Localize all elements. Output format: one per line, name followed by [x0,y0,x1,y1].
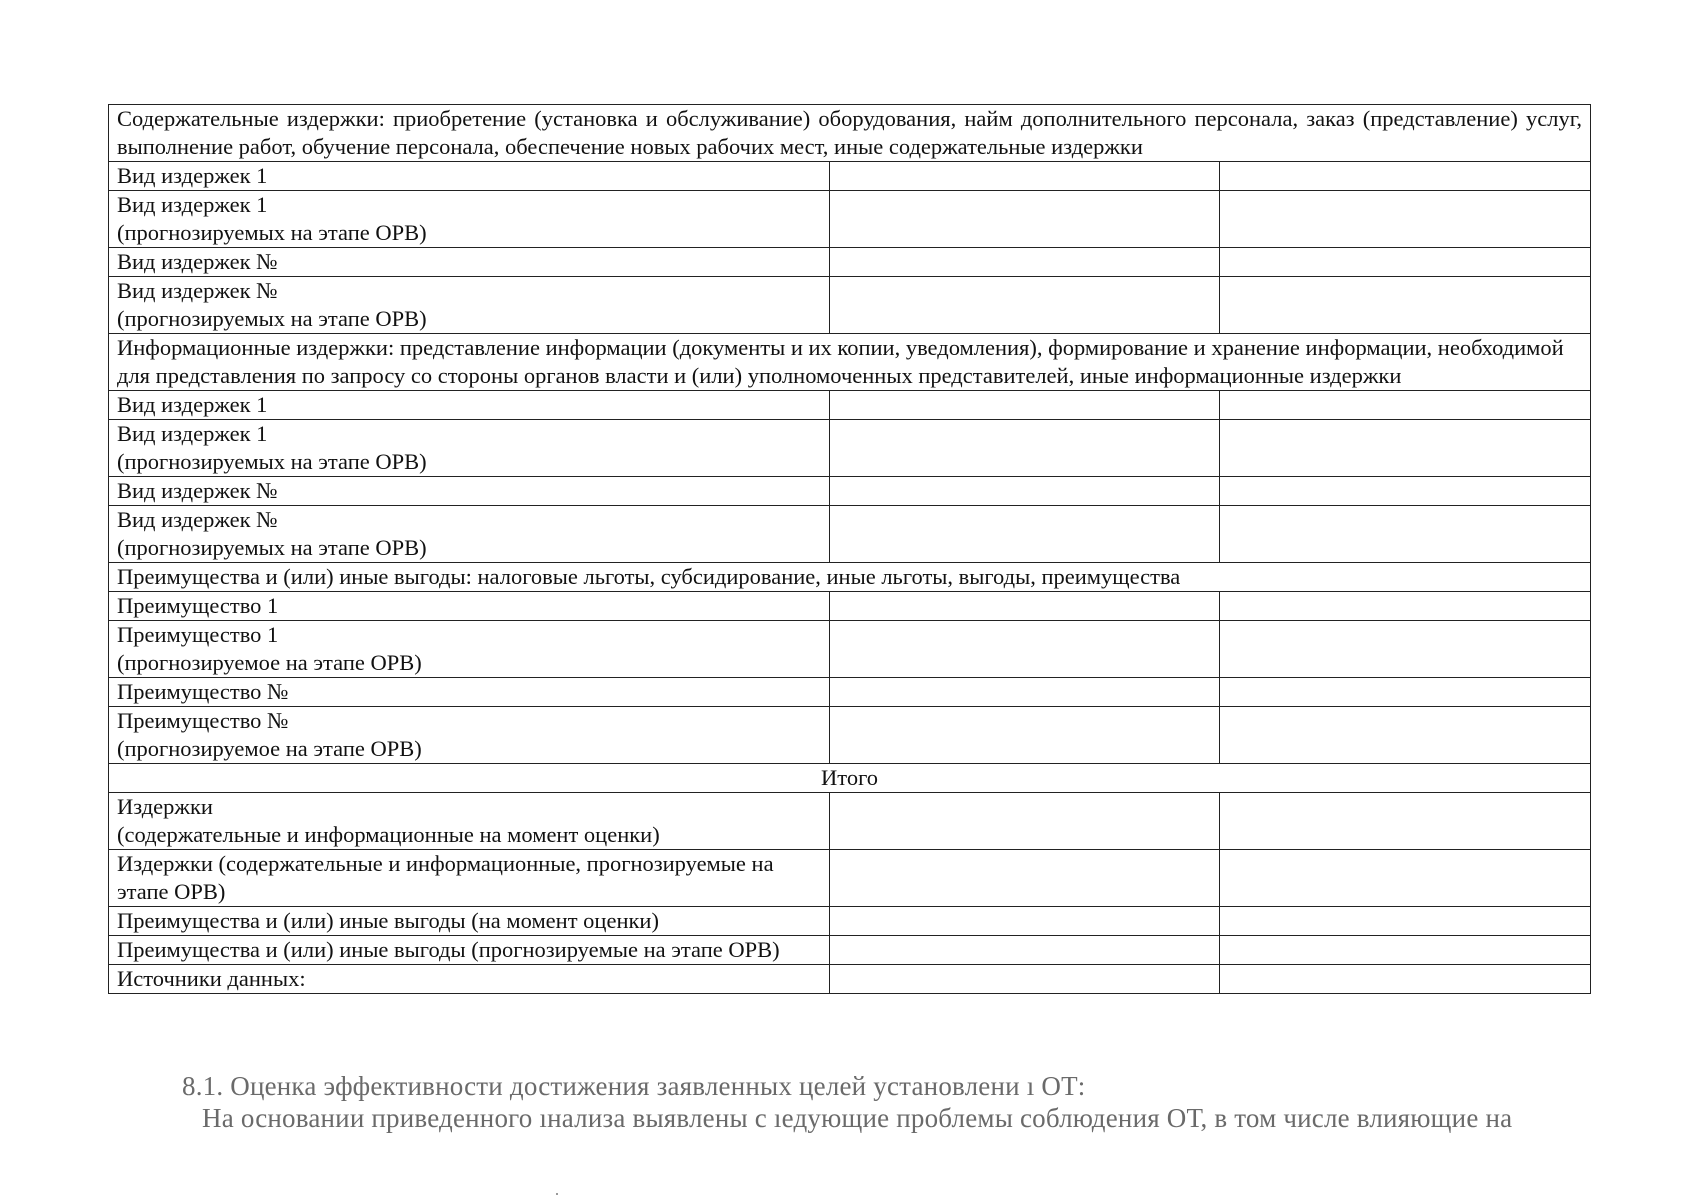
table-row [109,592,1591,621]
value-cell-current [830,191,1220,248]
row-label-cell: Преимущества и (или) иные выгоды (прогнозируемые на этапе ОРВ) [109,936,830,965]
row-label-cell: Преимущество № (прогнозируемое на этапе ОРВ) [109,707,830,764]
value-cell-current [830,850,1220,907]
section-header-cell: Итого [109,764,1591,793]
row-label-cell: Вид издержек № (прогнозируемых на этапе ОРВ) [109,277,830,334]
value-cell-current [830,420,1220,477]
row-label-cell: Вид издержек № (прогнозируемых на этапе ОРВ) [109,506,830,563]
section-header-cell: Преимущества и (или) иные выгоды: налоговые льготы, субсидирование, иные льготы, выгоды, преимущества [109,563,1591,592]
table-row [109,678,1591,707]
value-cell-forecast [1220,506,1591,563]
table-row [109,965,1591,994]
value-cell-current [830,592,1220,621]
value-cell-forecast [1220,936,1591,965]
table-row [109,191,1591,248]
row-label-cell: Вид издержек 1 [109,162,830,191]
value-cell-forecast [1220,420,1591,477]
value-cell-current [830,277,1220,334]
row-label-cell: Вид издержек 1 [109,391,830,420]
value-cell-forecast [1220,391,1591,420]
table-row [109,506,1591,563]
value-cell-current [830,477,1220,506]
table-row [109,162,1591,191]
value-cell-forecast [1220,907,1591,936]
table-row [109,621,1591,678]
value-cell-current [830,678,1220,707]
row-label-cell: Преимущество 1 (прогнозируемое на этапе ОРВ) [109,621,830,678]
table-row [109,936,1591,965]
value-cell-forecast [1220,707,1591,764]
value-cell-forecast [1220,793,1591,850]
table-row [109,850,1591,907]
row-label-cell: Вид издержек № [109,477,830,506]
value-cell-forecast [1220,621,1591,678]
table-row [109,248,1591,277]
value-cell-current [830,936,1220,965]
section-row [109,334,1591,391]
row-label-cell: Вид издержек 1 (прогнозируемых на этапе ОРВ) [109,420,830,477]
row-label-cell: Вид издержек № [109,248,830,277]
row-label-cell: Издержки (содержательные и информационные, прогнозируемые на этапе ОРВ) [109,850,830,907]
value-cell-forecast [1220,850,1591,907]
section-row [109,563,1591,592]
row-label-cell: Издержки (содержательные и информационные на момент оценки) [109,793,830,850]
section-row [109,105,1591,162]
table-row [109,277,1591,334]
value-cell-current [830,793,1220,850]
table-row [109,907,1591,936]
value-cell-current [830,162,1220,191]
body-paragraph: На основании приведенного ıнализа выявлены с ıедующие проблемы соблюдения ОТ, в том числе влияющие на [202,1103,1513,1133]
value-cell-forecast [1220,191,1591,248]
value-cell-current [830,391,1220,420]
table-row [109,707,1591,764]
value-cell-current [830,707,1220,764]
table-row [109,420,1591,477]
row-label-cell: Преимущества и (или) иные выгоды (на момент оценки) [109,907,830,936]
row-label-cell: Вид издержек 1 (прогнозируемых на этапе ОРВ) [109,191,830,248]
row-label-cell: Источники данных: [109,965,830,994]
value-cell-forecast [1220,477,1591,506]
value-cell-forecast [1220,162,1591,191]
section-heading: 8.1. Оценка эффективности достижения заявленных целей установлени ı ОТ: [182,1071,1086,1101]
value-cell-forecast [1220,248,1591,277]
section-row [109,764,1591,793]
value-cell-forecast [1220,678,1591,707]
value-cell-current [830,965,1220,994]
value-cell-current [830,506,1220,563]
value-cell-current [830,907,1220,936]
section-header-cell: Информационные издержки: представление информации (документы и их копии, уведомления), формирование и хранение информации, необходимой для представления по запросу со стороны органов власти и (или) уполномоченных представителей, иные информационные издержки [109,334,1591,391]
value-cell-forecast [1220,965,1591,994]
table-row [109,477,1591,506]
value-cell-forecast [1220,592,1591,621]
table-row [109,793,1591,850]
value-cell-current [830,621,1220,678]
row-label-cell: Преимущество № [109,678,830,707]
cost-benefit-table [108,104,1591,994]
cost-benefit-table-body [109,105,1591,994]
scan-speck [556,1193,558,1195]
value-cell-forecast [1220,277,1591,334]
section-header-cell: Содержательные издержки: приобретение (установка и обслуживание) оборудования, найм дополнительного персонала, заказ (представление) услуг, выполнение работ, обучение персонала, обеспечение новых рабочих мест, иные содержательные издержки [109,105,1591,162]
table-row [109,391,1591,420]
row-label-cell: Преимущество 1 [109,592,830,621]
value-cell-current [830,248,1220,277]
